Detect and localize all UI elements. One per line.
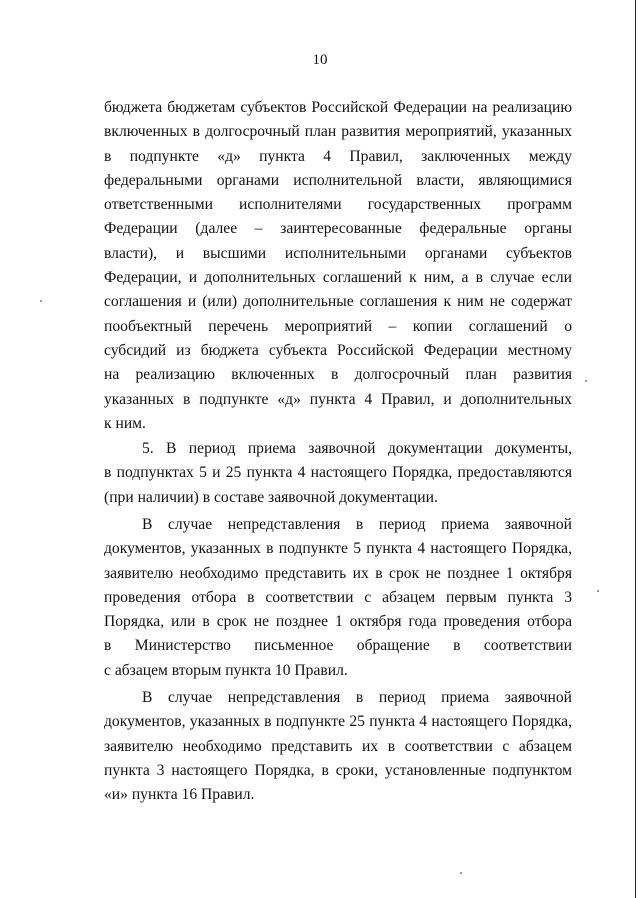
text-line: в подпунктах 5 и 25 пункта 4 настоящего Порядка, предоставляются xyxy=(104,464,572,482)
paragraph-2 xyxy=(104,437,572,510)
text-line: заявителю необходимо представить их в соответствии с абзацем xyxy=(104,737,572,755)
text-line: проведения отбора в соответствии с абзацем первым пункта 3 xyxy=(104,588,572,606)
scan-speck xyxy=(460,872,462,874)
paragraph-4 xyxy=(104,686,572,807)
text-line: к ним. xyxy=(104,414,146,432)
text-line: с абзацем вторым пункта 10 Правил. xyxy=(104,661,348,679)
scan-speck xyxy=(597,590,599,592)
text-line: соглашения и (или) дополнительные соглашения к ним не содержат xyxy=(104,293,572,311)
paragraph-1 xyxy=(104,96,572,436)
text-line: субсидий из бюджета субъекта Российской Федерации местному xyxy=(104,341,572,359)
text-line: в Министерство письменное обращение в соответствии xyxy=(104,637,572,655)
text-line: документов, указанных в подпункте 25 пункта 4 настоящего Порядка, xyxy=(104,713,572,731)
text-line: Федерации, и дополнительных соглашений к ним, а в случае если xyxy=(104,269,572,287)
text-line: В случае непредставления в период приема заявочной xyxy=(142,516,572,533)
text-line: ответственными исполнителями государственных программ xyxy=(104,196,572,214)
scan-speck xyxy=(40,300,42,302)
text-line: В случае непредставления в период приема заявочной xyxy=(142,689,572,706)
text-line: на реализацию включенных в долгосрочный план развития xyxy=(104,366,572,384)
text-line: Федерации (далее – заинтересованные федеральные органы xyxy=(104,220,572,238)
text-line: в подпункте «д» пункта 4 Правил, заключенных между xyxy=(104,147,572,165)
text-line: Порядка, или в срок не позднее 1 октября года проведения отбора xyxy=(104,613,572,631)
text-line: документов, указанных в подпункте 5 пункта 4 настоящего Порядка, xyxy=(104,540,572,558)
text-line: (при наличии) в составе заявочной документации. xyxy=(104,488,438,506)
scan-speck xyxy=(585,380,587,382)
text-line: «и» пункта 16 Правил. xyxy=(104,786,255,804)
paragraph-3 xyxy=(104,513,572,683)
scan-edge xyxy=(635,0,636,898)
text-line: федеральными органами исполнительной власти, являющимися xyxy=(104,171,572,189)
text-line: пункта 3 настоящего Порядка, в сроки, установленные подпунктом xyxy=(104,761,572,779)
text-line: власти), и высшими исполнительными органами субъектов xyxy=(104,244,572,262)
text-line: заявителю необходимо представить их в срок не позднее 1 октября xyxy=(104,564,572,582)
page-number: 10 xyxy=(312,52,328,68)
text-line: бюджета бюджетам субъектов Российской Федерации на реализацию xyxy=(104,99,572,116)
text-line: пообъектный перечень мероприятий – копии соглашений о xyxy=(104,317,572,335)
text-line: 5. В период приема заявочной документации документы, xyxy=(142,440,572,457)
text-line: указанных в подпункте «д» пункта 4 Правил, и дополнительных xyxy=(104,390,572,408)
text-line: включенных в долгосрочный план развития мероприятий, указанных xyxy=(104,123,572,141)
